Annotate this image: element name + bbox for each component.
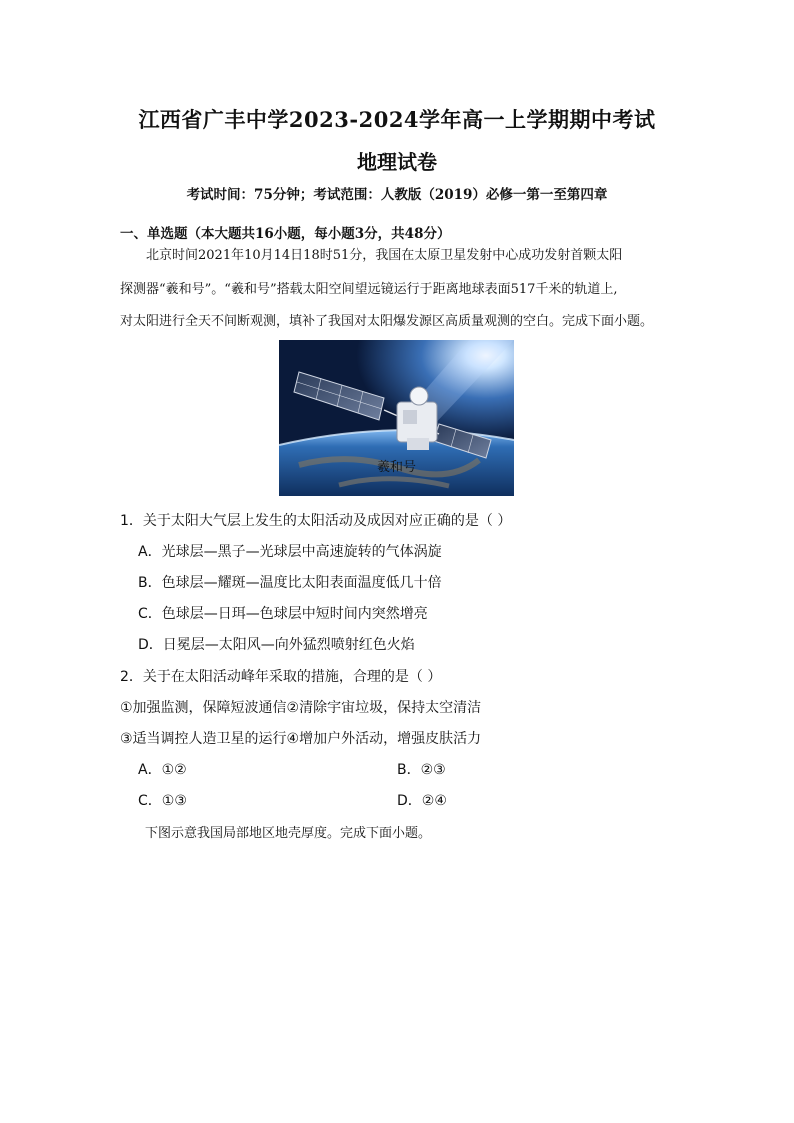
question-1-option-b[interactable]: B．色球层—耀斑—温度比太阳表面温度低几十倍 — [138, 575, 442, 591]
question-1-option-d[interactable]: D．日冕层—太阳风—向外猛烈喷射红色火焰 — [138, 637, 415, 653]
next-figure-intro: 下图示意我国局部地区地壳厚度。完成下面小题。 — [145, 826, 432, 841]
passage-line-3: 对太阳进行全天不间断观测，填补了我国对太阳爆发源区高质量观测的空白。完成下面小题。 — [120, 314, 654, 329]
passage-line-1: 北京时间2021年10月14日18时51分，我国在太原卫星发射中心成功发射首颗太阳 — [146, 248, 623, 263]
question-2-option-a[interactable]: A．①② — [138, 762, 187, 778]
question-1-option-c[interactable]: C．色球层—日珥—色球层中短时间内突然增亮 — [138, 606, 428, 622]
figure-caption: 羲和号 — [376, 460, 416, 475]
question-1-stem: 1．关于太阳大气层上发生的太阳活动及成因对应正确的是（ ） — [120, 513, 512, 529]
exam-subject: 地理试卷 — [357, 150, 437, 174]
question-2-statements-1: ①加强监测，保障短波通信②清除宇宙垃圾，保持太空清洁 — [120, 700, 482, 716]
section-heading: 一、单选题（本大题共16小题，每小题3分，共48分） — [120, 226, 451, 242]
exam-title: 江西省广丰中学2023-2024学年高一上学期期中考试 — [138, 107, 656, 132]
exam-info: 考试时间：75分钟；考试范围：人教版（2019）必修一第一至第四章 — [186, 187, 608, 203]
question-1-option-a[interactable]: A．光球层—黑子—光球层中高速旋转的气体涡旋 — [138, 544, 442, 560]
satellite-figure — [279, 340, 514, 496]
question-2-stem: 2．关于在太阳活动峰年采取的措施，合理的是（ ） — [120, 669, 442, 685]
question-2-statements-2: ③适当调控人造卫星的运行④增加户外活动，增强皮肤活力 — [120, 731, 482, 747]
question-2-option-b[interactable]: B．②③ — [397, 762, 446, 778]
passage-line-2: 探测器“羲和号”。“羲和号”搭载太阳空间望远镜运行于距离地球表面517千米的轨道上, — [120, 282, 618, 297]
question-2-option-c[interactable]: C．①③ — [138, 793, 187, 809]
question-2-option-d[interactable]: D．②④ — [397, 793, 447, 809]
